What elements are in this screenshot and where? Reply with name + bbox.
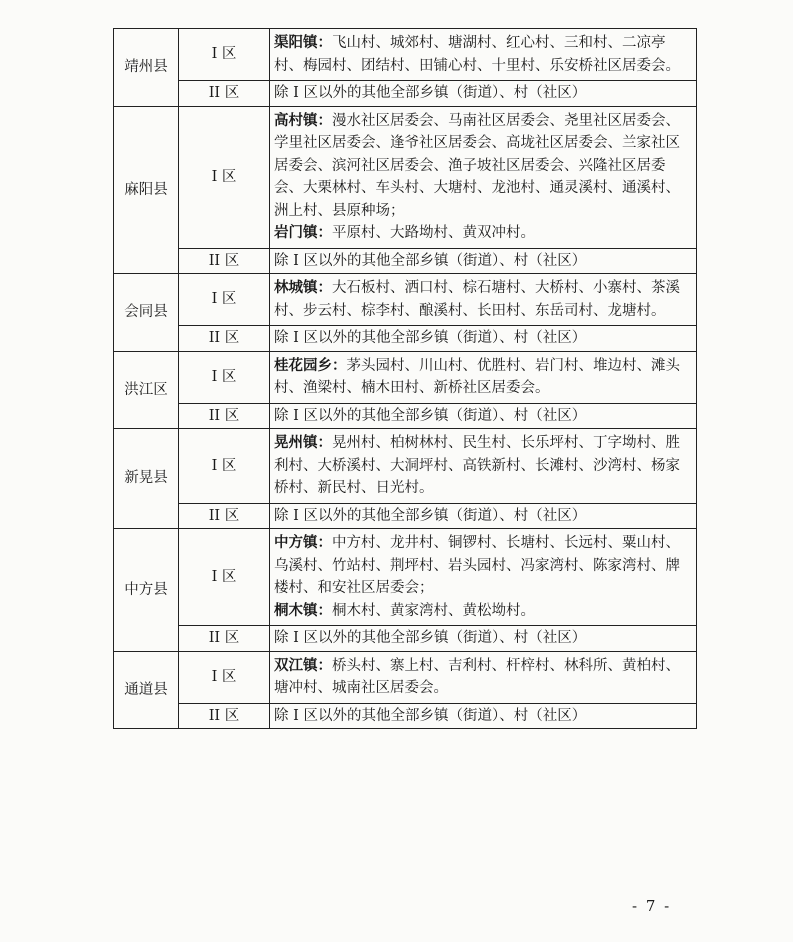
- town-name: 双江镇：: [274, 656, 332, 674]
- page-number: - 7 -: [632, 897, 672, 915]
- county-name: 中方县: [114, 529, 179, 652]
- table-row: [114, 703, 697, 729]
- town-paragraph: [274, 110, 692, 223]
- zone-1-villages: [270, 429, 697, 504]
- town-paragraph: [274, 532, 692, 600]
- zone-2-label: II 区: [179, 326, 270, 352]
- table-row: [114, 351, 697, 403]
- county-name: 会同县: [114, 274, 179, 352]
- zone-2-description: 除 I 区以外的其他全部乡镇（街道）、村（社区）: [270, 403, 697, 429]
- zone-table: [113, 28, 697, 729]
- zone-2-description: 除 I 区以外的其他全部乡镇（街道）、村（社区）: [270, 248, 697, 274]
- village-list: 飞山村、城郊村、塘湖村、红心村、三和村、二凉亭村、梅园村、团结村、田铺心村、十里村、乐安桥社区居委会。: [274, 35, 680, 74]
- village-list: 大石板村、洒口村、棕石塘村、大桥村、小寨村、茶溪村、步云村、棕李村、酿溪村、长田村、东岳司村、龙塘村。: [274, 280, 680, 319]
- table-row: [114, 106, 697, 248]
- zone-2-label: II 区: [179, 703, 270, 729]
- county-name: 麻阳县: [114, 106, 179, 274]
- zone-1-villages: [270, 274, 697, 326]
- town-name: 桂花园乡：: [274, 356, 347, 374]
- town-paragraph: [274, 355, 692, 400]
- table-row: [114, 326, 697, 352]
- village-list: 桥头村、寨上村、吉利村、杆梓村、林科所、黄柏村、塘冲村、城南社区居委会。: [274, 657, 680, 696]
- zone-2-description: 除 I 区以外的其他全部乡镇（街道）、村（社区）: [270, 326, 697, 352]
- zone-1-villages: [270, 29, 697, 81]
- county-name: 新晃县: [114, 429, 179, 529]
- zone-1-label: I 区: [179, 429, 270, 504]
- zone-2-label: II 区: [179, 403, 270, 429]
- table-row: [114, 274, 697, 326]
- village-list: 中方村、龙井村、铜锣村、长塘村、长远村、粟山村、乌溪村、竹站村、荆坪村、岩头园村、冯家湾村、陈家湾村、牌楼村、和安社区居委会；: [274, 535, 680, 596]
- village-list: 平原村、大路坳村、黄双冲村。: [332, 225, 535, 241]
- zone-1-label: I 区: [179, 29, 270, 81]
- table-row: [114, 248, 697, 274]
- zone-1-label: I 区: [179, 529, 270, 626]
- zone-1-label: I 区: [179, 651, 270, 703]
- zone-1-villages: [270, 529, 697, 626]
- zone-2-label: II 区: [179, 626, 270, 652]
- village-list: 茅头园村、川山村、优胜村、岩门村、堆边村、滩头村、渔梁村、楠木田村、新桥社区居委会。: [274, 357, 680, 396]
- zone-2-description: 除 I 区以外的其他全部乡镇（街道）、村（社区）: [270, 703, 697, 729]
- zone-1-villages: [270, 351, 697, 403]
- zone-1-label: I 区: [179, 351, 270, 403]
- county-name: 通道县: [114, 651, 179, 729]
- table-row: [114, 529, 697, 626]
- table-row: [114, 81, 697, 107]
- table-row: [114, 403, 697, 429]
- town-name: 中方镇：: [274, 534, 332, 551]
- town-paragraph: [274, 222, 692, 245]
- zone-2-label: II 区: [179, 503, 270, 529]
- table-row: [114, 626, 697, 652]
- table-row: [114, 29, 697, 81]
- zone-1-villages: [270, 106, 697, 248]
- zone-1-villages: [270, 651, 697, 703]
- town-name: 桐木镇：: [274, 601, 332, 619]
- town-name: 林城镇：: [274, 279, 332, 296]
- village-list: 漫水社区居委会、马南社区居委会、尧里社区居委会、学里社区居委会、逢爷社区居委会、高垅社区居委会、兰家社区居委会、滨河社区居委会、渔子坡社区居委会、兴隆社区居委会、大栗林村、车头村、大塘村、龙池村、通灵溪村、通溪村、洲上村、县原种场；: [274, 112, 680, 219]
- town-paragraph: [274, 277, 692, 322]
- county-name: 靖州县: [114, 29, 179, 107]
- zone-2-label: II 区: [179, 81, 270, 107]
- town-paragraph: [274, 432, 692, 500]
- town-name: 晃州镇：: [274, 434, 332, 451]
- table-row: [114, 503, 697, 529]
- town-name: 渠阳镇：: [274, 34, 332, 51]
- village-list: 晃州村、柏树林村、民生村、长乐坪村、丁字坳村、胜利村、大桥溪村、大洞坪村、高铁新村、长滩村、沙湾村、杨家桥村、新民村、日光村。: [274, 435, 680, 496]
- zone-2-description: 除 I 区以外的其他全部乡镇（街道）、村（社区）: [270, 81, 697, 107]
- town-paragraph: [274, 600, 692, 623]
- county-name: 洪江区: [114, 351, 179, 429]
- zone-1-label: I 区: [179, 274, 270, 326]
- town-paragraph: [274, 655, 692, 700]
- village-list: 桐木村、黄家湾村、黄松坳村。: [332, 602, 535, 619]
- town-name: 岩门镇：: [274, 224, 332, 241]
- table-row: [114, 651, 697, 703]
- town-paragraph: [274, 32, 692, 77]
- zone-table-body: [114, 29, 697, 729]
- zone-2-description: 除 I 区以外的其他全部乡镇（街道）、村（社区）: [270, 626, 697, 652]
- town-name: 高村镇：: [274, 111, 332, 129]
- zone-2-description: 除 I 区以外的其他全部乡镇（街道）、村（社区）: [270, 503, 697, 529]
- zone-1-label: I 区: [179, 106, 270, 248]
- table-row: [114, 429, 697, 504]
- zone-2-label: II 区: [179, 248, 270, 274]
